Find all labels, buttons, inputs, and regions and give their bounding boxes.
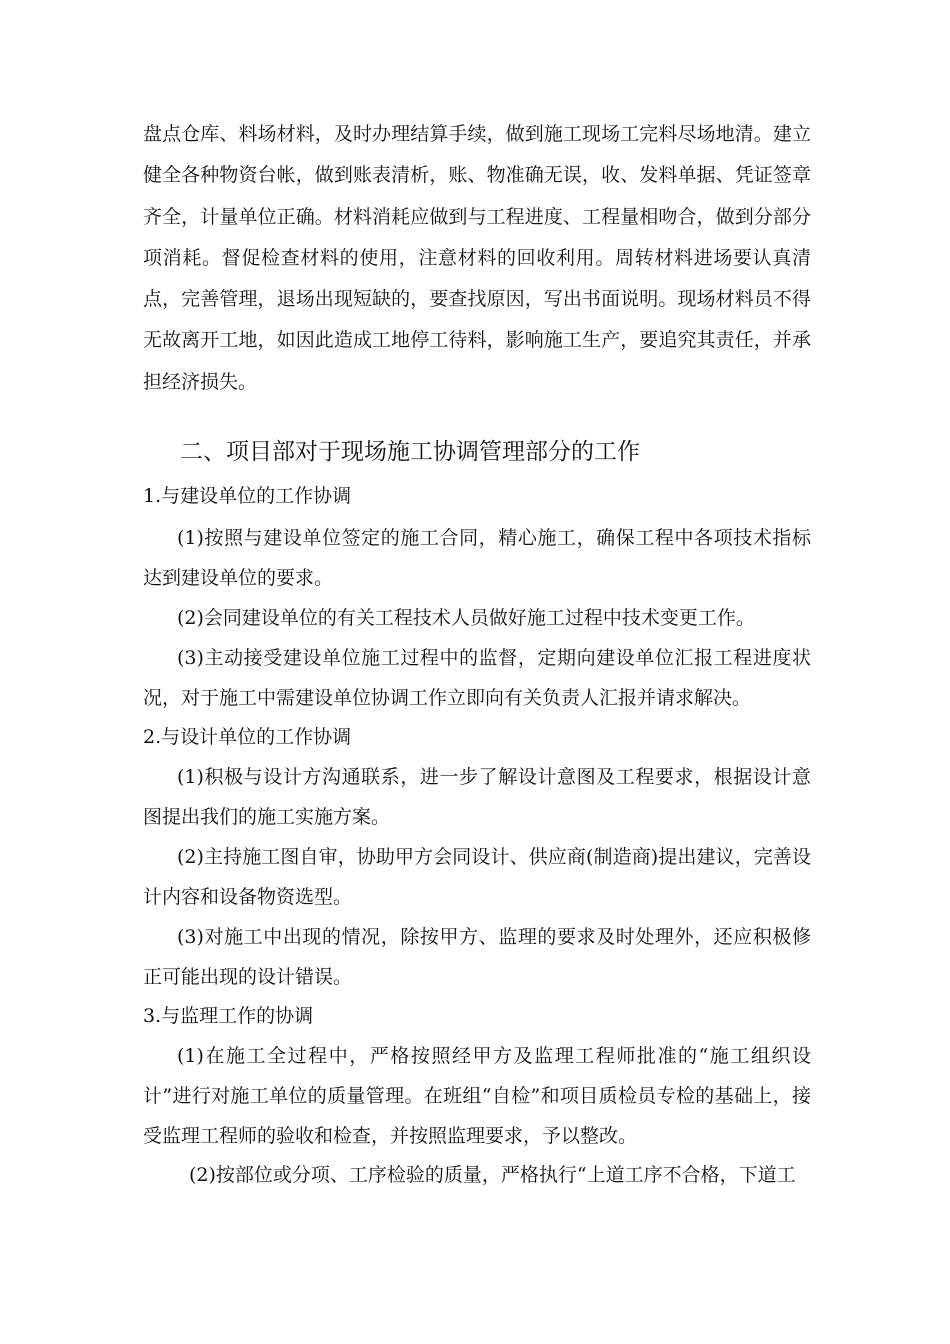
subsection-title-3: 3.与监理工作的协调 — [143, 1005, 314, 1027]
subsection-2-item-2: (2)主持施工图自审，协助甲方会同设计、供应商(制造商)提出建议，完善设计内容和设备物资选型。 — [143, 846, 811, 908]
subsection-1-item-3: (3)主动接受建设单位施工过程中的监督，定期向建设单位汇报工程进度状况，对于施工中需建设单位协调工作立即向有关负责人汇报并请求解决。 — [143, 647, 811, 709]
subsection-title-2: 2.与设计单位的工作协调 — [143, 726, 352, 748]
subsection-3-item-1: (1)在施工全过程中，严格按照经甲方及监理工程师批准的“施工组织设计”进行对施工单位的质量管理。在班组“自检”和项目质检员专检的基础上，接受监理工程师的验收和检查，并按照监理要求，予以整改。 — [143, 1045, 811, 1147]
intro-paragraph: 盘点仓库、料场材料，及时办理结算手续，做到施工现场工完料尽场地清。建立健全各种物资台帐，做到账表清析，账、物准确无误，收、发料单据、凭证签章齐全，计量单位正确。材料消耗应做到与工程进度、工程量相吻合，做到分部分项消耗。督促检查材料的使用，注意材料的回收利用。周转材料进场要认真清点，完善管理，退场出现短缺的，要查找原因，写出书面说明。现场材料员不得无故离开工地，如因此造成工地停工待料，影响施工生产，要追究其责任，并承担经济损失。 — [143, 123, 811, 393]
subsection-title-1: 1.与建设单位的工作协调 — [143, 485, 352, 507]
subsection-3-item-2: (2)按部位或分项、工序检验的质量，严格执行“上道工序不合格，下道工 — [189, 1164, 796, 1186]
subsection-2-item-1: (1)积极与设计方沟通联系，进一步了解设计意图及工程要求，根据设计意图提出我们的施工实施方案。 — [143, 766, 811, 828]
subsection-1-item-2: (2)会同建设单位的有关工程技术人员做好施工过程中技术变更工作。 — [177, 607, 755, 629]
section-title: 二、项目部对于现场施工协调管理部分的工作 — [180, 439, 640, 465]
subsection-1-item-1: (1)按照与建设单位签定的施工合同，精心施工，确保工程中各项技术指标达到建设单位的要求。 — [143, 527, 811, 589]
subsection-2-item-3: (3)对施工中出现的情况，除按甲方、监理的要求及时处理外，还应积极修正可能出现的设计错误。 — [143, 926, 811, 988]
